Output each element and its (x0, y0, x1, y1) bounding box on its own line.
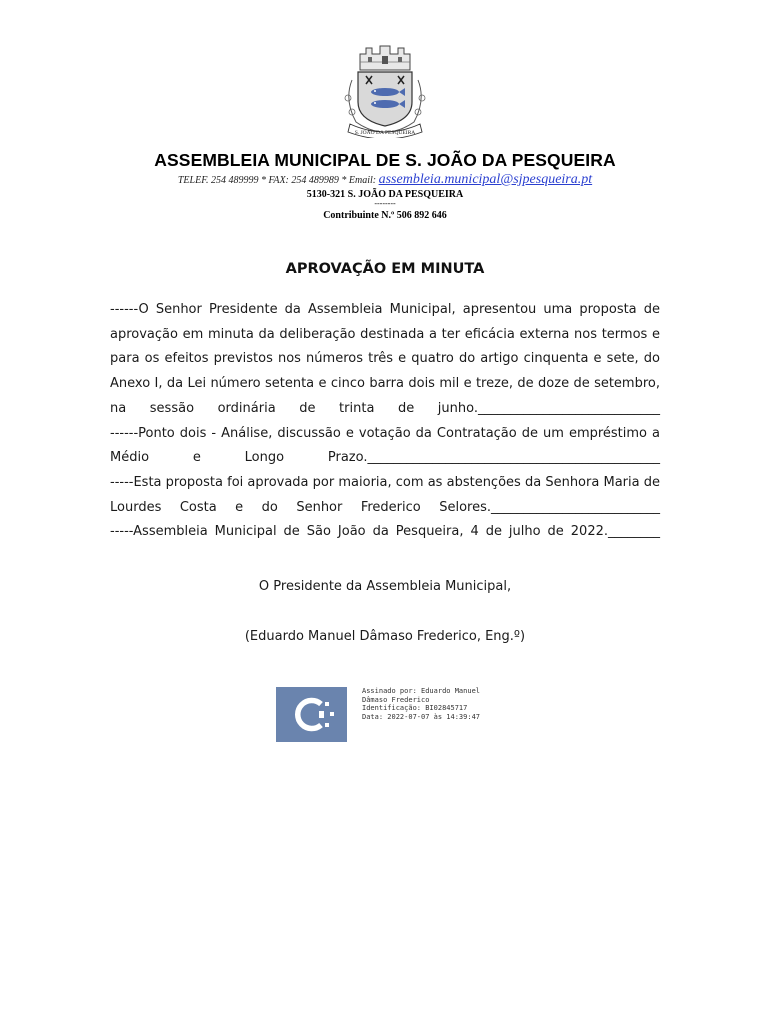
signature-id-line: Identificação: BI02845717 (362, 704, 468, 712)
document-body (110, 298, 660, 545)
taxpayer-number: Contribuinte N.º 506 892 646 (323, 210, 447, 221)
signature-details (362, 687, 480, 721)
crest-motto: S. JOÃO DA PESQUEIRA (354, 130, 416, 136)
signature-signer-line: Assinado por: Eduardo Manuel (362, 687, 481, 695)
paragraph-vote-result: -----Esta proposta foi aprovada por maioria, com as abstenções da Senhora Maria de Lourdes Costa e do Senhor Frederico Selores.__________________________ (110, 474, 660, 515)
citizen-card-logo-icon (276, 687, 347, 742)
contact-line (0, 172, 770, 188)
phone-fax-text: TELEF. 254 489999 * FAX: 254 489989 * Email: (177, 175, 377, 186)
signature-signer-line-2: Dâmaso Frederico (362, 695, 430, 704)
paragraph-proposal: ------O Senhor Presidente da Assembleia Municipal, apresentou uma proposta de aprovação em minuta da deliberação destinada a ter eficácia externa nos termos e para os efeitos previstos nos números três e quatro do artigo cinquenta e sete, do Anexo I, da Lei número setenta e cinco barra dois mil e treze, de doze de setembro, na sessão ordinária de trinta de junho.____________________________ (110, 302, 660, 416)
signatory-role: O Presidente da Assembleia Municipal, (258, 579, 512, 594)
digital-signature-block (276, 687, 481, 743)
document-title: APROVAÇÃO EM MINUTA (285, 261, 485, 277)
organization-name: ASSEMBLEIA MUNICIPAL DE S. JOÃO DA PESQUEIRA (154, 150, 616, 170)
municipal-crest-emblem (330, 40, 440, 138)
signature-date-line: Data: 2022-07-07 às 14:39:47 (362, 712, 481, 721)
signatory-name: (Eduardo Manuel Dâmaso Frederico, Eng.º) (244, 629, 526, 644)
postal-address: 5130-321 S. JOÃO DA PESQUEIRA (306, 189, 464, 200)
header-separator: -------- (374, 199, 396, 208)
email-link[interactable]: assembleia.municipal@sjpesqueira.pt (378, 172, 593, 187)
paragraph-place-date: -----Assembleia Municipal de São João da Pesqueira, 4 de julho de 2022.________ (110, 524, 660, 540)
paragraph-agenda-item: ------Ponto dois - Análise, discussão e votação da Contratação de um empréstimo a Médio e Longo Prazo._____________________________________________ (110, 425, 660, 466)
